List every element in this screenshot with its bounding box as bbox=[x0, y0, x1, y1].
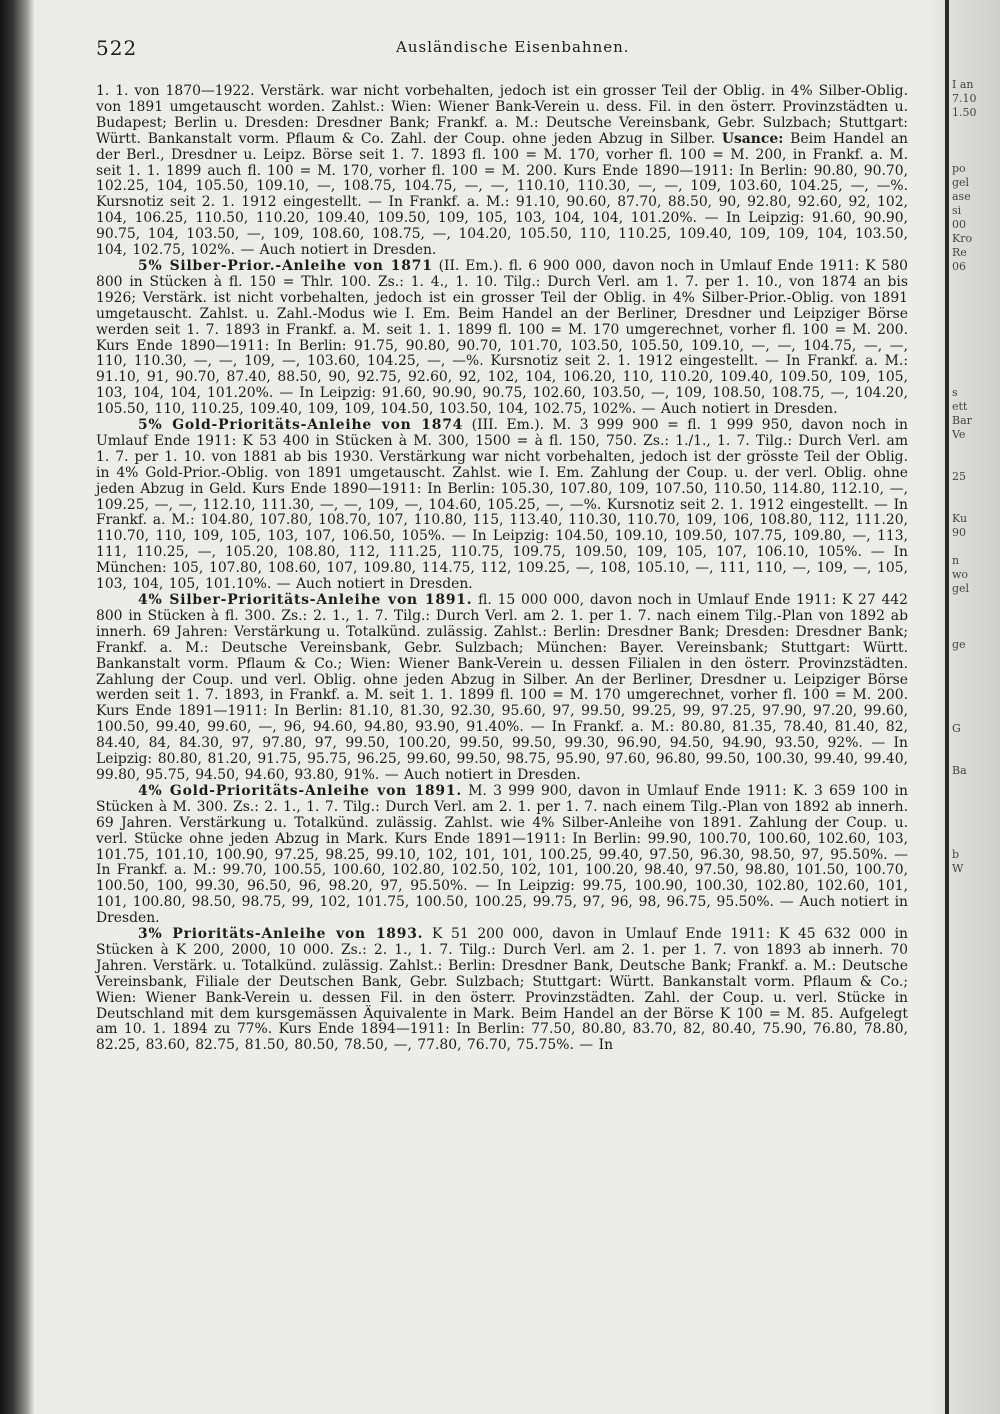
paragraph-bond-1891-gold bbox=[96, 784, 908, 927]
facing-page-fragment: Ba bbox=[952, 764, 967, 777]
usance-label: Usance: bbox=[721, 130, 784, 147]
facing-page-fragment bbox=[952, 1086, 1000, 1100]
paragraph-text: M. 3 999 900, davon in Umlauf Ende 1911: K. 3 659 100 in Stücken à M. 300. Zs.: 2. 1., 1. 7. Tilg.: Durch Verl. am 2. 1. per 1. 7. nach einem Tilg.-Plan von 1892 ab innerh. 69 Jahren. Verstärkung u. Totalkünd. zulässig. Zahlst. wie 4% Silber-Anleihe von 1891. Zahlung der Coup. u. verl. Stücke ohne jeden Abzug in Mark. Kurs Ende 1891—1911: In Berlin: 99.90, 100.70, 100.60, 102.60, 103, 101.75, 101.10, 100.90, 97.25, 98.25, 99.10, 102, 101, 101, 100.25, 99.40, 97.50, 96.30, 98.50, 97, 95.50%. — In Frankf. a. M.: 99.70, 100.55, 100.60, 102.80, 102.50, 102, 101, 100.20, 98.40, 97.50, 98.80, 101.50, 100.70, 100.50, 100, 99.30, 96.50, 96, 98.20, 97, 95.50%. — In Leipzig: 99.75, 100.90, 100.30, 102.80, 102.60, 101, 101, 100.80, 98.50, 98.75, 99, 102, 101.75, 100.50, 100.25, 99.75, 97, 96, 98, 96.75, 95.50%. — Auch notiert in Dresden. bbox=[96, 782, 908, 927]
facing-page-fragment bbox=[952, 134, 1000, 148]
paragraph-text: (III. Em.). M. 3 999 900 = fl. 1 999 950, davon noch in Umlauf Ende 1911: K 53 400 in Stücken à M. 300, 1500 = à fl. 150, 750. Zs.: 1./1., 1. 7. Tilg.: Durch Verl. am 1. 7. per 1. 10. von 1881 ab bis 1930. Verstärkung war nicht vorbehalten, jedoch ist der grösste Teil der Oblig. in 4% Gold-Prior.-Oblig. von 1891 umgetauscht. Zahlst. wie I. Em. Zahlung der Coup. u. der verl. Oblig. ohne jeden Abzug in Geld. Kurs Ende 1890—1911: In Berlin: 105.30, 107.80, 109, 107.50, 110.50, 114.80, 112.10, —, 109.25, —, —, 112.10, 111.30, —, —, 109, —, 104.60, 105.25, —, —%. Kursnotiz seit 2. 1. 1912 eingestellt. — In Frankf. a. M.: 104.80, 107.80, 108.70, 107, 110.80, 115, 113.40, 110.30, 110.70, 109, 106, 108.80, 112, 111.20, 110.70, 110, 109, 105, 103, 107, 106.50, 105%. — In Leipzig: 104.50, 109.10, 109.50, 107.75, 109.80, —, 113, 111, 110.25, —, 105.20, 108.80, 112, 111.25, 110.75, 109.75, 109.50, 109, 105, 107, 106.10, 105%. — In München: 105, 107.80, 108.60, 107, 109.80, 114.75, 112, 109.25, —, 108, 105.10, —, 111, 110, —, 109, —, 105, 103, 104, 105, 101.10%. — Auch notiert in Dresden. bbox=[96, 417, 908, 593]
facing-page-fragment: 90 bbox=[952, 526, 966, 539]
paragraph-text: K 51 200 000, davon in Umlauf Ende 1911: K 45 632 000 in Stücken à K 200, 2000, 10 000. Zs.: 2. 1., 1. 7. Tilg.: Durch Verl. am 2. 1. per 1. 7. von 1893 ab innerh. 70 Jahren. Verstärk. u. Totalkünd. zulässig. Zahlst.: Berlin: Dresdner Bank, Deutsche Bank; Frankf. a. M.: Deutsche Vereinsbank, Filiale der Deutschen Bank, Gebr. Sulzbach; Stuttgart: Württ. Bankanstalt vorm. Pflaum & Co.; Wien: Wiener Bank-Verein u. dessen Fil. in den österr. Provinzstädten. Zahl. der Coup. u. verl. Stücke in Deutschland mit dem kursgemässen Äquivalente in Mark. Beim Handel an der Börse K 100 = M. 85. Aufgelegt am 10. 1. 1894 zu 77%. Kurs Ende 1894—1911: In Berlin: 77.50, 80.80, 83.70, 82, 80.40, 75.90, 76.80, 78.80, 82.25, 83.60, 82.75, 81.50, 80.50, 78.50, —, 77.80, 76.70, 75.75%. — In bbox=[96, 926, 908, 1054]
bond-heading: 3% Prioritäts-Anleihe von 1893. bbox=[138, 926, 424, 943]
facing-page-fragment bbox=[952, 680, 1000, 694]
facing-page-fragment bbox=[952, 1226, 1000, 1240]
facing-page-fragment: po bbox=[952, 162, 966, 175]
facing-page-fragment: Ku bbox=[952, 512, 968, 525]
facing-page-fragment: 7.10 bbox=[952, 92, 977, 105]
facing-page-fragment bbox=[952, 736, 1000, 750]
facing-page-fragment bbox=[952, 1002, 1000, 1016]
facing-page-fragment: wo bbox=[952, 568, 969, 581]
facing-page-fragment bbox=[952, 1170, 1000, 1184]
paragraph-bond-1891-silver bbox=[96, 593, 908, 784]
facing-page-fragment bbox=[952, 750, 1000, 764]
facing-page-fragment bbox=[952, 834, 1000, 848]
facing-page-fragment bbox=[952, 652, 1000, 666]
facing-page-fragment bbox=[952, 288, 1000, 302]
facing-page-fragment bbox=[952, 610, 1000, 624]
facing-page-fragment bbox=[952, 806, 1000, 820]
facing-page-fragment bbox=[952, 330, 1000, 344]
paragraph-bond-1893 bbox=[96, 927, 908, 1054]
running-head: Ausländische Eisenbahnen. bbox=[396, 38, 630, 56]
facing-page-fragment bbox=[952, 1016, 1000, 1030]
facing-page-fragment bbox=[952, 1296, 1000, 1310]
facing-page-fragment: gel bbox=[952, 582, 970, 595]
facing-page-fragment: Kro bbox=[952, 232, 973, 245]
facing-page-fragment bbox=[952, 316, 1000, 330]
facing-page-fragment bbox=[952, 540, 1000, 554]
facing-page-fragment bbox=[952, 890, 1000, 904]
paragraph-text: (II. Em.). fl. 6 900 000, davon noch in Umlauf Ende 1911: K 580 800 in Stücken à fl. 150 = Thlr. 100. Zs.: 1. 4., 1. 10. Tilg.: Durch Verl. am 1. 7. per 1. 10., von 1874 an bis 1926; Verstärk. ist nicht vorbehalten, jedoch ist ein grosser Teil der Oblig. in 4% Silber-Prior.-Oblig. von 1891 umgetauscht. Zahlst. u. Zahl.-Modus wie I. Em. Beim Handel an der Berliner, Dresdner und Leipziger Börse werden seit 1. 7. 1893 in Frankf. a. M. seit 1. 1. 1899 fl. 100 = M. 170 umgerechnet, vorher fl. 100 = M. 200. Kurs Ende 1890—1911: In Berlin: 91.75, 90.80, 90.70, 101.70, 103.50, 105.50, 109.10, —, —, 104.75, —, —, 110, 110.30, —, —, 109, —, 103.60, 104.25, —, —%. Kursnotiz seit 2. 1. 1912 eingestellt. — In Frankf. a. M.: 91.10, 91, 90.70, 87.40, 88.50, 90, 92.75, 92.60, 92, 102, 104, 106.20, 110, 110.20, 109.40, 109.50, 109, 105, 103, 104, 104, 101.20%. — In Leipzig: 91.60, 90.90, 90.75, 102.60, 103.50, —, 109, 108.50, 108.75, —, 104.20, 105.50, 110, 110.25, 109.40, 109, 109, 104.50, 103.50, 104, 102.75, 102%. — Auch notiert in Dresden. bbox=[96, 257, 908, 418]
facing-page-fragment: si bbox=[952, 204, 962, 217]
facing-page-fragment: ase bbox=[952, 190, 971, 203]
facing-page-fragment bbox=[952, 1072, 1000, 1086]
facing-page-fragment bbox=[952, 694, 1000, 708]
facing-page-fragment bbox=[952, 498, 1000, 512]
facing-page-fragment: Bar bbox=[952, 414, 972, 427]
facing-page-fragment bbox=[952, 1142, 1000, 1156]
bond-heading: 5% Gold-Prioritäts-Anleihe von 1874 bbox=[138, 417, 464, 434]
facing-page-fragment bbox=[952, 1030, 1000, 1044]
facing-page-fragment bbox=[952, 344, 1000, 358]
facing-page-fragment bbox=[952, 820, 1000, 834]
bond-heading: 4% Gold-Prioritäts-Anleihe von 1891. bbox=[138, 782, 462, 799]
facing-page-fragment: ett bbox=[952, 400, 968, 413]
facing-page-fragment: 25 bbox=[952, 470, 966, 483]
facing-page-fragment: b bbox=[952, 848, 960, 861]
facing-page-fragment: Re bbox=[952, 246, 967, 259]
facing-page-fragment bbox=[952, 1282, 1000, 1296]
facing-page-fragment bbox=[952, 302, 1000, 316]
facing-page-fragment bbox=[952, 596, 1000, 610]
page-body bbox=[96, 84, 908, 1054]
facing-page-fragment bbox=[952, 274, 1000, 288]
page-number: 522 bbox=[96, 36, 138, 60]
facing-page-fragment bbox=[952, 932, 1000, 946]
paragraph-bond-1871 bbox=[96, 259, 908, 418]
facing-page-fragment bbox=[952, 792, 1000, 806]
facing-page-fragment bbox=[952, 1310, 1000, 1324]
facing-page-fragment bbox=[952, 1184, 1000, 1198]
facing-page-fragment bbox=[952, 876, 1000, 890]
paragraph-text: 1. 1. von 1870—1922. Verstärk. war nicht vorbehalten, jedoch ist ein grosser Teil der Oblig. in 4% Silber-Oblig. von 1891 umgetauscht worden. Zahlst.: Wien: Wiener Bank-Verein u. dess. Fil. in den österr. Provinzstädten u. Budapest; Berlin u. Dresden: Dresdner Bank; Frankf. a. M.: Deutsche Vereinsbank, Gebr. Sulzbach; Stuttgart: Württ. Bankanstalt vorm. Pflaum & Co. Zahl. der Coup. ohne jeden Abzug in Silber. bbox=[96, 83, 908, 147]
facing-page-fragment bbox=[952, 904, 1000, 918]
facing-page-fragment: s bbox=[952, 386, 958, 399]
facing-page-fragment: gel bbox=[952, 176, 970, 189]
facing-page-fragment: I an bbox=[952, 78, 974, 91]
binding-line bbox=[945, 0, 949, 1414]
facing-page-fragment bbox=[952, 918, 1000, 932]
paragraph-text: fl. 15 000 000, davon noch in Umlauf Ende 1911: K 27 442 800 in Stücken à fl. 300. Zs.: 2. 1., 1. 7. Tilg.: Durch Verl. am 2. 1. per 1. 7. nach einem Tilg.-Plan von 1892 ab innerh. 69 Jahren: Verstärkung u. Totalkünd. zulässig. Zahlst.: Berlin: Dresdner Bank; Dresden: Dresdner Bank; Frankf. a. M.: Deutsche Vereinsbank, Gebr. Sulzbach; München: Bayer. Vereinsbank; Stuttgart: Württ. Bankanstalt vorm. Pflaum & Co.; Wien: Wiener Bank-Verein u. dessen Filialen in den österr. Provinzstädten. Zahlung der Coup. und verl. Oblig. ohne jeden Abzug in Silber. An der Berliner, Dresdner u. Leipziger Börse werden seit 1. 7. 1893, in Frankf. a. M. seit 1. 1. 1899 fl. 100 = M. 170 umgerechnet, vorher fl. 100 = M. 200. Kurs Ende 1891—1911: In Berlin: 81.10, 81.30, 92.30, 95.60, 97, 99.50, 99.25, 99, 97.25, 97.90, 97.20, 99.60, 100.50, 99.40, 99.60, —, 96, 94.60, 94.80, 93.90, 91.40%. — In Frankf. a. M.: 80.80, 81.35, 78.40, 81.40, 82, 84.40, 84, 84.30, 97, 97.80, 97, 99.50, 100.20, 99.50, 99.50, 99.30, 96.90, 94.50, 94.90, 93.50, 92%. — In Leipzig: 80.80, 81.20, 91.75, 95.75, 96.25, 99.60, 99.50, 98.75, 95.90, 97.60, 96.80, 99.50, 100.30, 99.40, 99.40, 99.80, 95.75, 94.50, 94.60, 93.80, 91%. — Auch notiert in Dresden. bbox=[96, 592, 908, 783]
facing-page-fragment bbox=[952, 1100, 1000, 1114]
facing-page-fragment bbox=[952, 1128, 1000, 1142]
paragraph-bond-1874 bbox=[96, 418, 908, 593]
paragraph-text-after: Beim Handel an der Berl., Dresdner u. Leipz. Börse seit 1. 7. 1893 fl. 100 = M. 170, vorher fl. 100 = M. 200, in Frankf. a. M. seit 1. 1. 1899 auch fl. 100 = M. 170, vorher fl. 100 = M. 200. Kurs Ende 1890—1911: In Berlin: 90.80, 90.70, 102.25, 104, 105.50, 109.10, —, 108.75, 104.75, —, —, 110.10, 110.30, —, —, 109, 103.60, 104.25, —, —%. Kursnotiz seit 2. 1. 1912 eingestellt. — In Frankf. a. M.: 91.10, 90.60, 87.70, 88.50, 90, 92.80, 92.60, 92, 102, 104, 106.25, 110.50, 110.20, 109.40, 109.50, 109, 105, 103, 104, 104, 101.20%. — In Leipzig: 91.60, 90.90, 90.75, 104, 103.50, —, 109, 108.60, 108.75, —, 104.20, 105.50, 110, 110.25, 109.40, 109, 109, 104, 103.50, 104, 102.75, 102%. — Auch notiert in Dresden. bbox=[96, 130, 908, 259]
facing-page-fragments bbox=[952, 78, 1000, 1324]
facing-page-fragment bbox=[952, 120, 1000, 134]
facing-page-fragment bbox=[952, 1044, 1000, 1058]
paragraph-continuation bbox=[96, 84, 908, 259]
facing-page-fragment bbox=[952, 960, 1000, 974]
facing-page-fragment: W bbox=[952, 862, 964, 875]
facing-page-fragment bbox=[952, 358, 1000, 372]
facing-page-fragment bbox=[952, 946, 1000, 960]
facing-page-fragment: G bbox=[952, 722, 961, 735]
facing-page-fragment bbox=[952, 708, 1000, 722]
facing-page-fragment: 1.50 bbox=[952, 106, 977, 119]
page-binding-shadow bbox=[0, 0, 34, 1414]
facing-page-fragment: Ve bbox=[952, 428, 966, 441]
facing-page-fragment bbox=[952, 624, 1000, 638]
facing-page-fragment bbox=[952, 1268, 1000, 1282]
facing-page-fragment bbox=[952, 456, 1000, 470]
facing-page-fragment: 06 bbox=[952, 260, 966, 273]
bond-heading: 4% Silber-Prioritäts-Anleihe von 1891. bbox=[138, 592, 473, 608]
facing-page-fragment bbox=[952, 442, 1000, 456]
facing-page-fragment bbox=[952, 1114, 1000, 1128]
facing-page-fragment bbox=[952, 974, 1000, 988]
facing-page-fragment bbox=[952, 484, 1000, 498]
facing-page-fragment bbox=[952, 988, 1000, 1002]
facing-page-fragment: ge bbox=[952, 638, 966, 651]
facing-page-fragment bbox=[952, 1240, 1000, 1254]
facing-page-fragment bbox=[952, 1058, 1000, 1072]
facing-page-fragment: 00 bbox=[952, 218, 966, 231]
facing-page-fragment bbox=[952, 372, 1000, 386]
facing-page-fragment bbox=[952, 666, 1000, 680]
facing-page-fragment bbox=[952, 1156, 1000, 1170]
page-header bbox=[96, 36, 908, 60]
facing-page-fragment bbox=[952, 778, 1000, 792]
facing-page-fragment: n bbox=[952, 554, 960, 567]
bond-heading: 5% Silber-Prior.-Anleihe von 1871 bbox=[138, 257, 433, 274]
facing-page-fragment bbox=[952, 1254, 1000, 1268]
facing-page-fragment bbox=[952, 148, 1000, 162]
facing-page-fragment bbox=[952, 1212, 1000, 1226]
facing-page-fragment bbox=[952, 1198, 1000, 1212]
